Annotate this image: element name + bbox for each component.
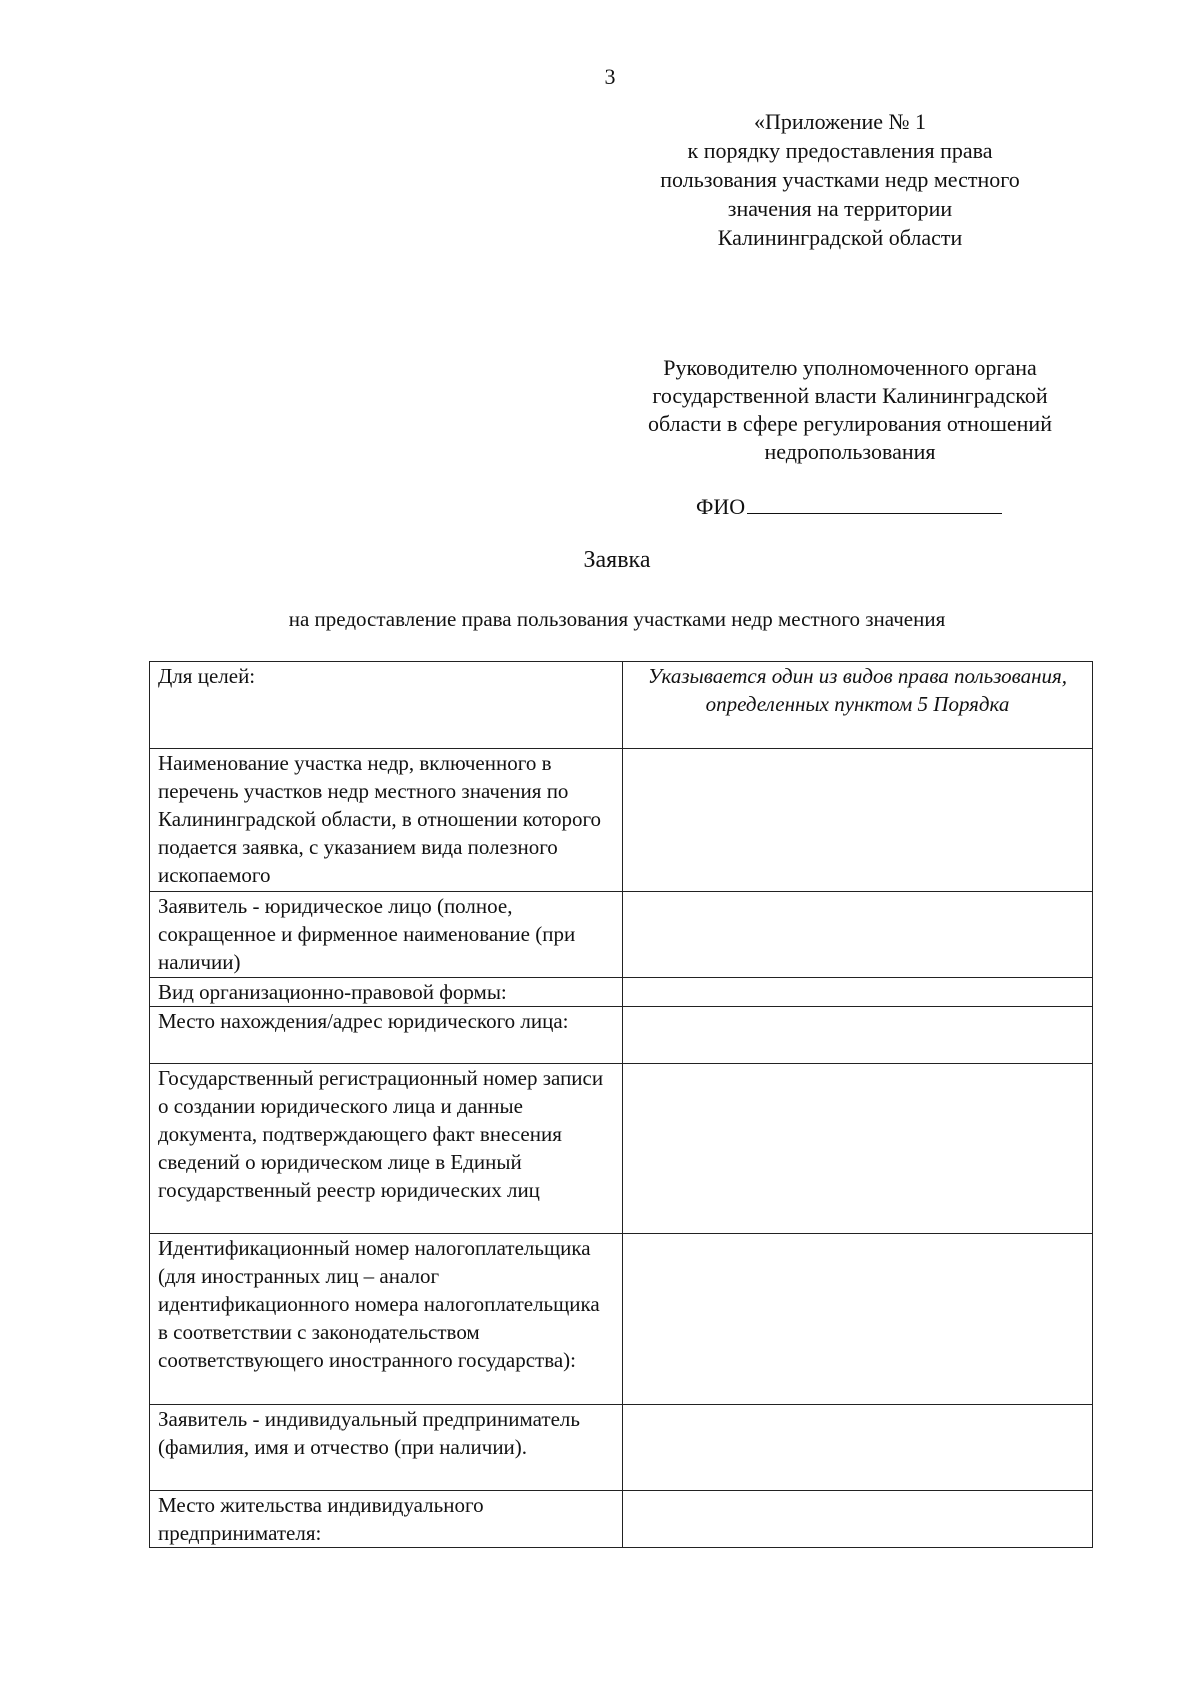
document-title: Заявка xyxy=(583,547,651,573)
fio-field xyxy=(696,493,1002,520)
row-value-field[interactable] xyxy=(623,1405,1093,1491)
addressee-line: недропользования xyxy=(764,439,936,464)
table-row xyxy=(150,1491,1093,1548)
page-number: 3 xyxy=(604,64,616,89)
application-form-table xyxy=(149,661,1093,1548)
document-subtitle: на предоставление права пользования участками недр местного значения xyxy=(288,607,946,631)
addressee-line: государственной власти Калининградской xyxy=(652,383,1048,408)
table-row xyxy=(150,749,1093,892)
table-row xyxy=(150,1007,1093,1064)
table-row xyxy=(150,1405,1093,1491)
row-value-field[interactable] xyxy=(623,978,1093,1007)
row-value-field[interactable] xyxy=(623,1491,1093,1548)
row-value-field[interactable] xyxy=(623,749,1093,892)
addressee-block xyxy=(610,354,1090,466)
table-row xyxy=(150,1064,1093,1234)
appendix-line: пользования участками недр местного xyxy=(660,167,1020,192)
table-row xyxy=(150,1234,1093,1405)
row-label: Место жительства индивидуального предпринимателя: xyxy=(150,1491,623,1548)
row-value-field[interactable] xyxy=(623,1007,1093,1064)
row-label: Государственный регистрационный номер записи о создании юридического лица и данные документа, подтверждающего факт внесения сведений о юридическом лице в Единый государственный реестр юридических лиц xyxy=(150,1064,623,1234)
appendix-line: «Приложение № 1 xyxy=(753,109,927,134)
row-label: Место нахождения/адрес юридического лица: xyxy=(150,1007,623,1064)
appendix-line: Калининградской области xyxy=(717,225,963,250)
row-label: Наименование участка недр, включенного в перечень участков недр местного значения по Калининградской области, в отношении которого подается заявка, с указанием вида полезного ископаемого xyxy=(150,749,623,892)
appendix-line: значения на территории xyxy=(727,196,953,221)
addressee-line: области в сфере регулирования отношений xyxy=(648,411,1052,436)
row-label: Для целей: xyxy=(150,662,623,749)
appendix-line: к порядку предоставления права xyxy=(687,138,993,163)
row-label: Идентификационный номер налогоплательщика (для иностранных лиц – аналог идентификационного номера налогоплательщика в соответствии с законодательством соответствующего иностранного государства): xyxy=(150,1234,623,1405)
row-value-field[interactable] xyxy=(623,1064,1093,1234)
table-row xyxy=(150,662,1093,749)
row-value-field[interactable] xyxy=(623,1234,1093,1405)
row-value-field[interactable] xyxy=(623,892,1093,978)
table-row xyxy=(150,892,1093,978)
row-label: Заявитель - индивидуальный предприниматель (фамилия, имя и отчество (при наличии). xyxy=(150,1405,623,1491)
appendix-header xyxy=(620,107,1060,252)
fio-blank-line[interactable] xyxy=(747,493,1002,514)
row-value-hint: Указывается один из видов права пользования, определенных пунктом 5 Порядка xyxy=(623,662,1093,749)
addressee-line: Руководителю уполномоченного органа xyxy=(663,355,1037,380)
row-label: Заявитель - юридическое лицо (полное, сокращенное и фирменное наименование (при наличии) xyxy=(150,892,623,978)
fio-label: ФИО xyxy=(696,494,746,519)
row-label: Вид организационно-правовой формы: xyxy=(150,978,623,1007)
table-row xyxy=(150,978,1093,1007)
